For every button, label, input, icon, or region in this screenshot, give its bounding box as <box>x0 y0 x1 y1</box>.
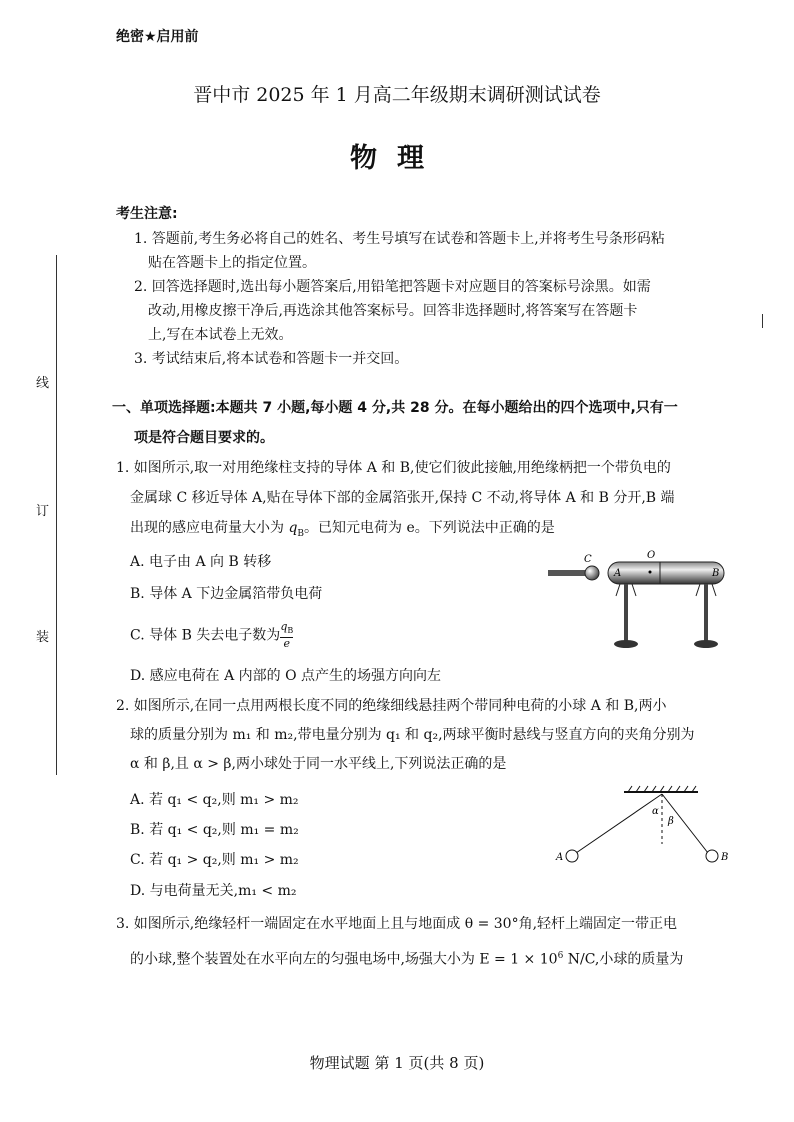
label-a: A <box>614 568 622 579</box>
q1-qb: q <box>288 520 298 536</box>
q3-stem-line1: 3. 如图所示,绝缘轻杆一端固定在水平地面上且与地面成 θ = 30°角,轻杆上端固定一带正电 <box>116 916 678 932</box>
q3-stem-line2-pre: 的小球,整个装置处在水平向左的匀强电场中,场强大小为 E = 1 × 10 <box>130 951 558 968</box>
q1-option-c-fraction <box>280 621 293 650</box>
point-o <box>649 571 652 574</box>
q2-option-c: C. 若 q₁ > q₂,则 m₁ > m₂ <box>130 852 299 868</box>
q2-option-d: D. 与电荷量无关,m₁ < m₂ <box>130 883 297 899</box>
q1-option-c <box>130 621 293 650</box>
confidential-label: 绝密★启用前 <box>116 29 199 45</box>
margin-tick <box>762 314 763 328</box>
binding-line <box>56 255 57 775</box>
ball-b <box>706 850 718 862</box>
base-right <box>694 640 718 648</box>
q3-exponent: 6 <box>557 951 564 961</box>
label-c: C <box>584 554 592 565</box>
notice-item-2-cont: 改动,用橡皮擦干净后,再选涂其他答案标号。回答非选择题时,将答案写在答题卡 <box>148 303 638 319</box>
q1-frac-num: q <box>280 620 288 633</box>
q1-conductor-figure <box>546 550 736 660</box>
ball-a <box>566 850 578 862</box>
label-b: B <box>721 852 729 863</box>
page-footer: 物理试题 第 1 页(共 8 页) <box>309 1054 485 1072</box>
notice-heading: 考生注意: <box>116 206 178 222</box>
notice-item-2: 2. 回答选择题时,选出每小题答案后,用铅笔把答题卡对应题目的答案标号涂黑。如需 <box>134 279 651 295</box>
q3-stem-line2-post: N/C,小球的质量为 <box>563 951 684 968</box>
q2-pendulum-figure <box>548 784 738 874</box>
q1-stem-line1: 1. 如图所示,取一对用绝缘柱支持的导体 A 和 B,使它们彼此接触,用绝缘柄把一个带负电的 <box>116 460 671 476</box>
subject-title: 物理 <box>350 143 444 174</box>
exam-title: 晋中市 2025 年 1 月高二年级期末调研测试试卷 <box>193 84 601 106</box>
label-alpha: α <box>652 806 659 817</box>
q1-stem-line2: 金属球 C 移近导体 A,贴在导体下部的金属箔张开,保持 C 不动,将导体 A 和 B 分开,B 端 <box>130 490 675 506</box>
q2-option-b: B. 若 q₁ < q₂,则 m₁ = m₂ <box>130 822 299 838</box>
q1-frac-den: e <box>283 637 291 651</box>
insulating-handle <box>548 570 588 576</box>
section-heading: 一、单项选择题:本题共 7 小题,每小题 4 分,共 28 分。在每小题给出的四个选项中,只有一 <box>112 400 678 416</box>
q1-stem-line3-pre: 出现的感应电荷量大小为 <box>130 520 289 536</box>
q2-stem-line2: 球的质量分别为 m₁ 和 m₂,带电量分别为 q₁ 和 q₂,两球平衡时悬线与竖直方向的夹角分别为 <box>130 727 695 743</box>
notice-item-3: 3. 考试结束后,将本试卷和答题卡一并交回。 <box>134 351 409 367</box>
support-pillar-right <box>704 584 708 642</box>
q2-option-a: A. 若 q₁ < q₂,则 m₁ > m₂ <box>130 792 299 808</box>
q1-option-a: A. 电子由 A 向 B 转移 <box>130 554 272 570</box>
binding-mark-bind: 订 <box>36 504 50 519</box>
notice-item-2-cont2: 上,写在本试卷上无效。 <box>148 327 293 343</box>
q2-stem-line1: 2. 如图所示,在同一点用两根长度不同的绝缘细线悬挂两个带同种电荷的小球 A 和 B,两小 <box>116 698 667 714</box>
q3-stem-line2 <box>130 946 683 970</box>
q1-stem-line3 <box>130 518 555 544</box>
q2-stem-line3: α 和 β,且 α > β,两小球处于同一水平线上,下列说法正确的是 <box>130 756 507 772</box>
metal-ball-c <box>585 566 599 580</box>
label-beta: β <box>668 816 674 827</box>
base-left <box>614 640 638 648</box>
q1-qb-sub: B <box>297 528 305 539</box>
label-a: A <box>556 852 564 863</box>
q1-frac-num-sub: B <box>287 626 294 636</box>
q1-option-c-text: C. 导体 B 失去电子数为 <box>130 627 281 644</box>
thread-a <box>576 794 662 853</box>
q1-option-d: D. 感应电荷在 A 内部的 O 点产生的场强方向向左 <box>130 668 442 684</box>
binding-mark-line: 线 <box>36 376 50 391</box>
label-o: O <box>647 550 656 561</box>
notice-item-1-cont: 贴在答题卡上的指定位置。 <box>148 255 316 271</box>
conductor-body <box>608 562 724 584</box>
binding-mark-fold: 装 <box>36 630 50 645</box>
q1-option-b: B. 导体 A 下边金属箔带负电荷 <box>130 586 323 602</box>
section-heading-cont: 项是符合题目要求的。 <box>134 430 274 446</box>
support-pillar-left <box>624 584 628 642</box>
notice-item-1: 1. 答题前,考生务必将自己的姓名、考生号填写在试卷和答题卡上,并将考生号条形码粘 <box>134 231 665 247</box>
q1-stem-line3-post: 。已知元电荷为 e。下列说法中正确的是 <box>304 520 555 536</box>
label-b: B <box>712 568 720 579</box>
